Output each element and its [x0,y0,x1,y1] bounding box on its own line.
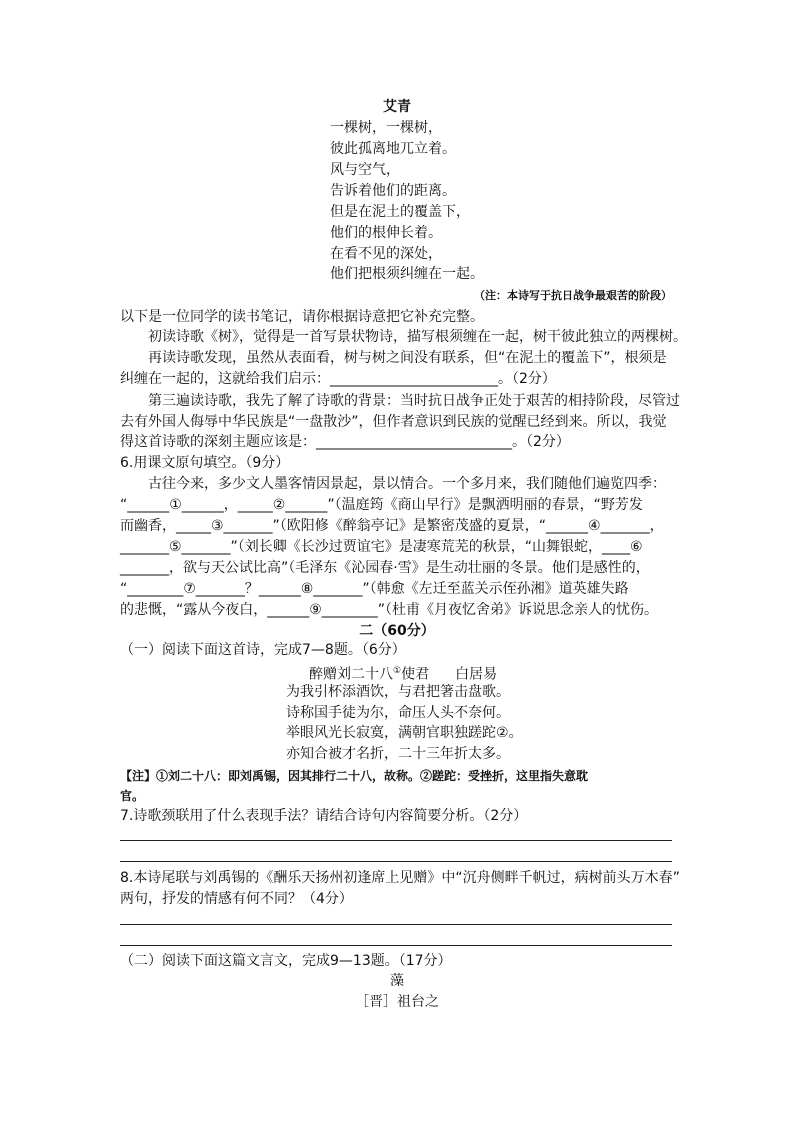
text-title: 藻 [390,973,404,989]
q6-line: 而幽香，_____③_______”（欧阳修《醉翁亭记》是繁密茂盛的夏景，“______④_______， [120,518,664,534]
part2-intro: （二）阅读下面这篇文言文，完成9—13题。（17分） [120,953,452,969]
q6-line: 的悲慨，“露从今夜白，______⑨________”（杜甫《月夜忆舍弟》诉说思念亲人的忧伤。 [120,602,659,618]
poem-line: 风与空气， [330,162,400,178]
q6-line: _______，欲与天公试比高”（毛泽东《沁园春·雪》是生动壮丽的冬景。他们是感性的， [120,560,650,576]
notes-paragraph: 第三遍读诗歌，我先了解了诗歌的背景：当时抗日战争正处于艰苦的相持阶段，尽管过 [148,393,680,409]
notes-paragraph: 去有外国人侮辱中华民族是“一盘散沙”，但作者意识到民族的觉醒已经到来。所以，我觉 [120,414,667,430]
notes-paragraph: 初读诗歌《树》，觉得是一首写景状物诗，描写根须缠在一起，树干彼此独立的两棵树。 [148,329,687,345]
poem-line: 他们把根须纠缠在一起。 [330,266,484,282]
section-title: 二（60分） [359,623,435,639]
poem-line: 彼此孤离地兀立着。 [330,141,456,157]
answer-line[interactable] [120,945,672,946]
q6-title: 6.用课文原句填空。（9分） [120,455,290,471]
notes-paragraph: 再读诗歌发现，虽然从表面看，树与树之间没有联系，但“在泥土的覆盖下”，根须是 [148,350,667,366]
poem-line: 他们的根伸长着。 [330,225,442,241]
q8-text: 两句，抒发的情感有何不同？（4分） [120,891,353,907]
notes-paragraph: 得这首诗歌的深刻主题应该是：____________________________。（2分） [120,434,570,450]
answer-line[interactable] [120,840,672,841]
notes-intro: 以下是一位同学的读书笔记，请你根据诗意把它补充完整。 [120,309,484,325]
poem-author: 艾青 [383,99,411,115]
poem-line: 在看不见的深处， [330,246,442,262]
annotation: 官。 [120,789,145,803]
poem-line: 一棵树，一棵树， [330,120,442,136]
q6-line: _______⑤_______”（刘长卿《长沙过贾谊宅》是凄寒荒芜的秋景，“山舞银蛇，____⑥ [120,539,643,555]
poem2-line: 为我引杯添酒饮，与君把箸击盘歌。 [286,684,510,700]
q7-text: 7.诗歌颈联用了什么表现手法？请结合诗句内容简要分析。（2分） [120,808,528,824]
q8-text: 8.本诗尾联与刘禹锡的《酬乐天扬州初逢席上见赠》中“沉舟侧畔千帆过，病树前头万木春” [120,870,680,886]
answer-line[interactable] [120,861,672,862]
poem-note: （注：本诗写于抗日战争最艰苦的阶段） [474,289,672,302]
q6-line: 古往今来，多少文人墨客情因景起，景以情合。一个多月来，我们随他们遍览四季： [148,476,666,492]
part1-intro: （一）阅读下面这首诗，完成7—8题。（6分） [120,642,406,658]
poem2-line: 亦知合被才名折，二十三年折太多。 [286,746,510,762]
annotation: 【注】①刘二十八：即刘禹锡，因其排行二十八，故称。②蹉跎：受挫折，这里指失意耽 [120,769,589,783]
poem-line: 但是在泥土的覆盖下， [330,204,470,220]
poem-line: 告诉着他们的距离。 [330,183,456,199]
poem2-line: 诗称国手徒为尔，命压人头不奈何。 [286,705,510,721]
poem2-author: 白居易 [455,666,498,683]
poem2-line: 举眼风光长寂寞，满朝官职独蹉跎②。 [286,725,523,741]
answer-line[interactable] [120,924,672,925]
q6-line: “________⑦_______？______⑧_______”（韩愈《左迁至蓝关示侄孙湘》道英雄失路 [120,581,629,597]
poem2-title: 醉赠刘二十八①使君 白居易 [309,666,498,683]
q6-line: “______①______，_____②______”（温庭筠《商山早行》是飘洒明丽的春景，“野芳发 [120,497,643,513]
text-author: ［晋］祖台之 [355,994,439,1010]
notes-paragraph: 纠缠在一起的，这就给我们启示：________________________。（2分） [120,371,556,387]
